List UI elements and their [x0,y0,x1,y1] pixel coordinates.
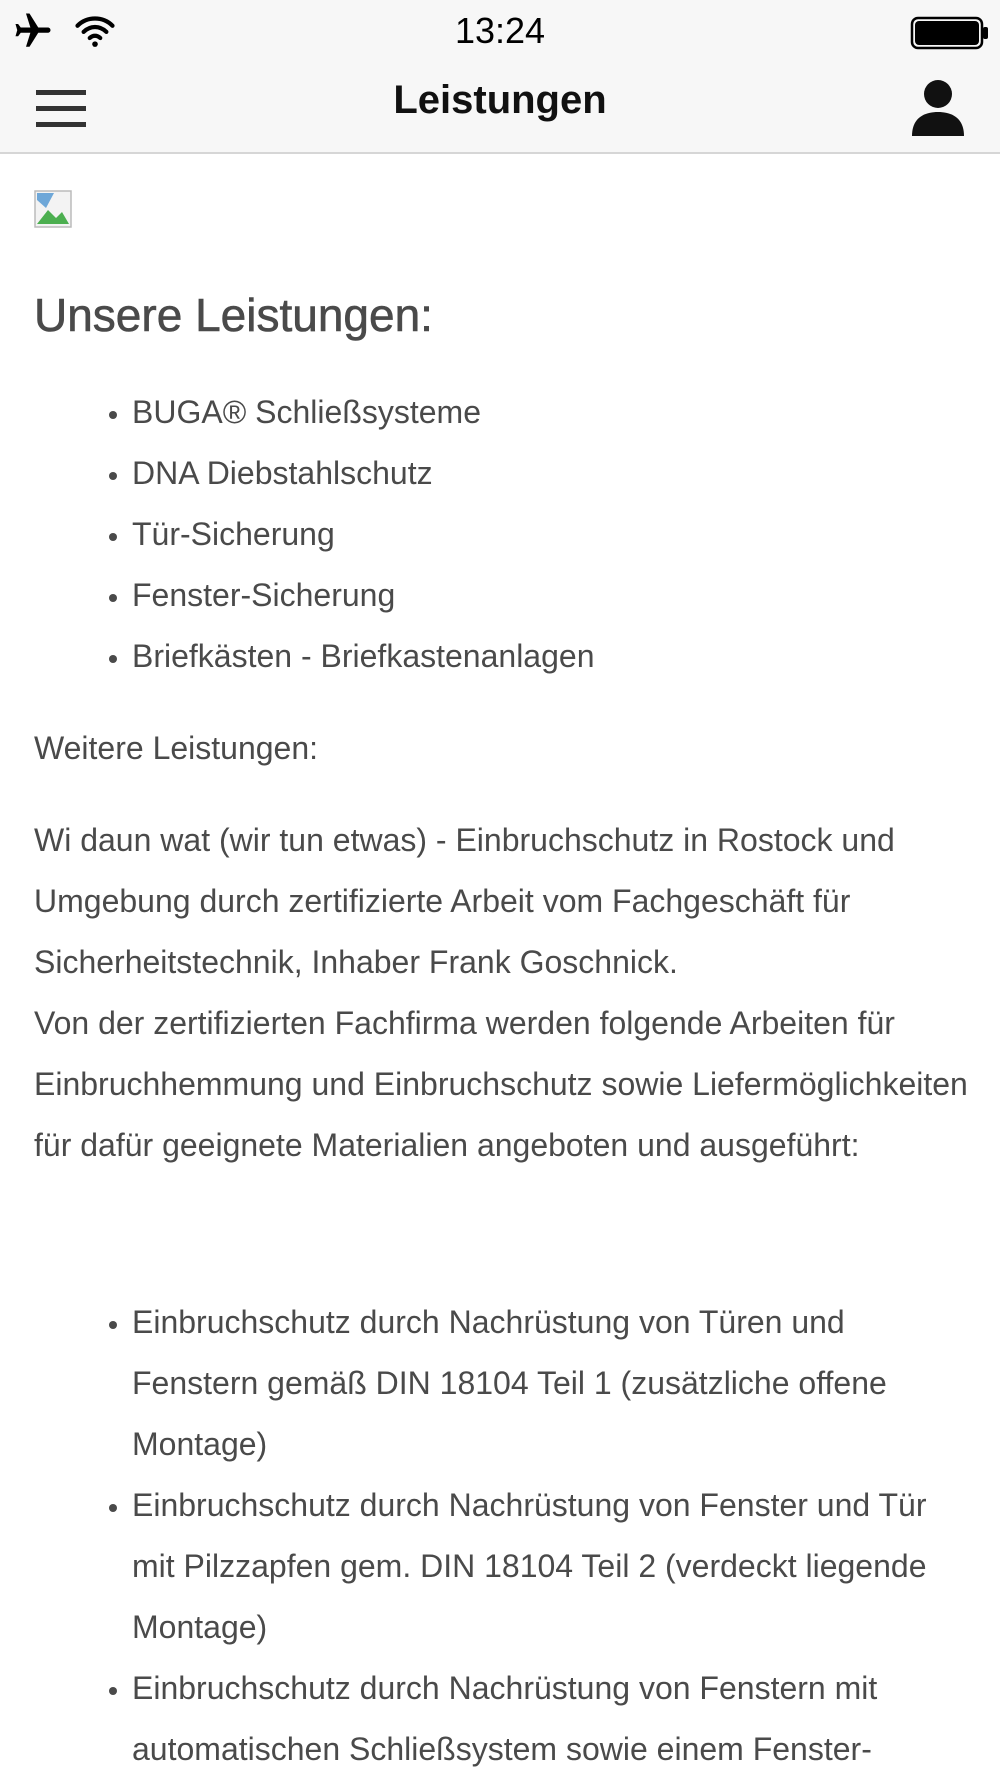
nav-bar [0,64,1000,154]
further-services-label: Weitere Leistungen: [34,730,319,766]
status-time: 13:24 [454,10,546,51]
list-item: • Einbruchschutz durch Nachrüstung von Fenster und Tür mit Pilzzapfen gem. DIN 18104 Teil 2 (verdeckt liegende Montage) [132,1475,972,1658]
broken-image-icon [34,190,72,228]
list-item: • Fenster-Sicherung [132,565,992,626]
work-list [34,1292,972,1778]
content-area [0,154,1000,1778]
list-item: • Einbruchschutz durch Nachrüstung von Türen und Fenstern gemäß DIN 18104 Teil 1 (zusätzliche offene Montage) [132,1292,972,1475]
list-item: • Briefkästen - Briefkastenanlagen [132,626,992,687]
services-list [34,382,992,687]
list-item: • Einbruchschutz durch Nachrüstung von Fenstern mit automatischen Schließsystem sowie einem Fenster- [132,1658,972,1778]
intro-text: Wi daun wat (wir tun etwas) - Einbruchschutz in Rostock und Umgebung durch zertifizierte Arbeit vom Fachgeschäft für Sicherheitstechnik, Inhaber Frank Goschnick. [34,822,895,980]
page-title: Leistungen [393,78,607,122]
battery-icon [910,16,990,50]
list-item: • BUGA® Schließsysteme [132,382,992,443]
list-item: • DNA Diebstahlschutz [132,443,992,504]
user-icon[interactable] [906,72,970,142]
status-bar [0,0,1000,64]
intro-text: Von der zertifizierten Fachfirma werden folgende Arbeiten für Einbruchhemmung und Einbruchschutz sowie Liefermöglichkeiten für dafür geeignete Materialien angeboten und ausgeführt: [34,1005,968,1163]
intro-paragraph [34,810,984,1176]
list-item: • Tür-Sicherung [132,504,992,565]
section-heading: Unsere Leistungen: [34,289,433,341]
